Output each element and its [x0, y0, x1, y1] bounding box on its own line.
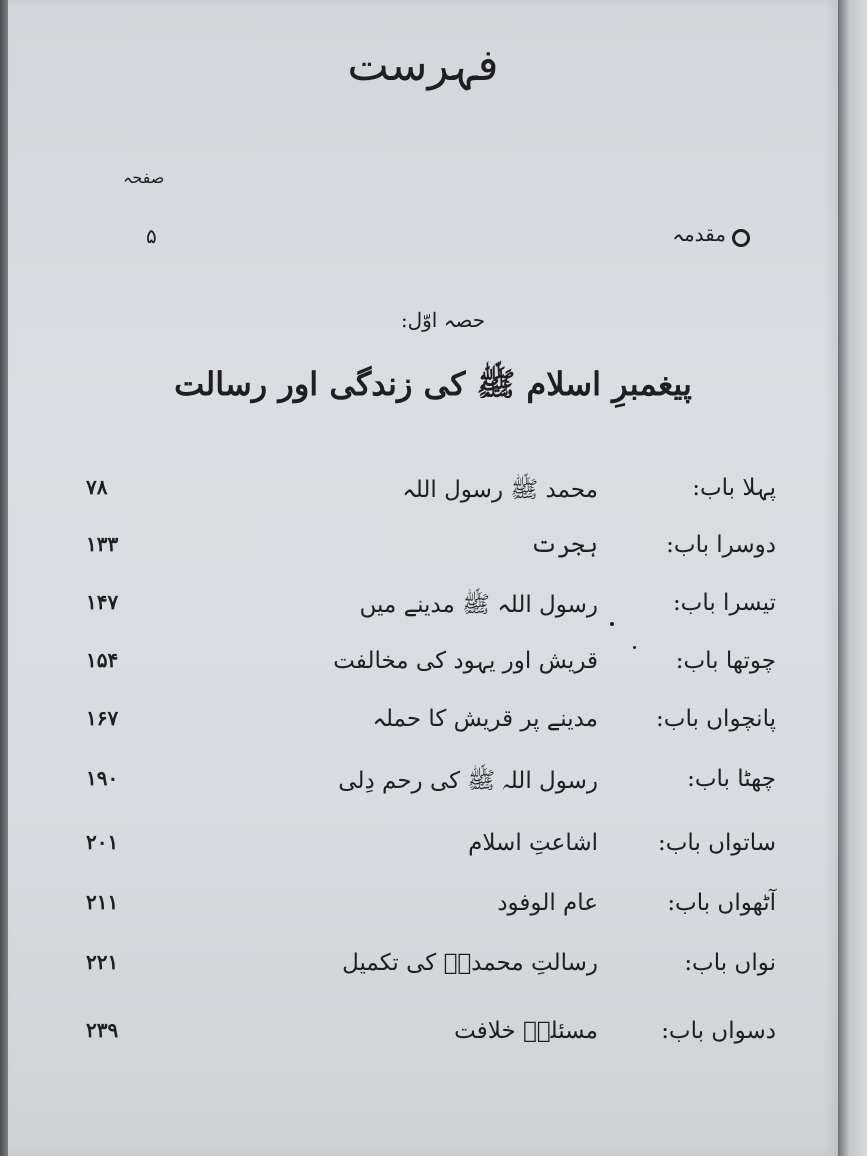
chapter-page-number: ۱۳۳ [86, 532, 119, 556]
toc-row [8, 950, 838, 998]
chapter-title: مسئلہٗ خلافت [454, 1018, 598, 1044]
chapter-page-number: ۲۲۱ [86, 950, 119, 974]
book-page [8, 0, 838, 1156]
toc-row [8, 648, 838, 696]
chapter-title: محمد ﷺ رسول اللہ [402, 477, 598, 503]
toc-row [8, 475, 838, 523]
ink-speck [610, 622, 614, 626]
chapter-title: عام الوفود [497, 890, 598, 916]
toc-row [8, 590, 838, 638]
chapter-label: نواں باب: [684, 950, 776, 976]
chapter-label: ساتواں باب: [658, 830, 776, 856]
chapter-page-number: ۱۶۷ [86, 706, 119, 730]
chapter-label: پانچواں باب: [656, 706, 776, 732]
chapter-title: رسول اللہ ﷺ کی رحم دِلی [338, 768, 598, 794]
intro-page-number: ۵ [146, 224, 157, 248]
chapter-page-number: ۲۱۱ [86, 890, 119, 914]
table-of-contents [8, 0, 838, 1156]
part-title: پیغمبرِ اسلام ﷺ کی زندگی اور رسالت [174, 365, 692, 403]
toc-row [8, 890, 838, 938]
chapter-label: چھٹا باب: [687, 766, 776, 792]
chapter-page-number: ۱۴۷ [86, 590, 119, 614]
page-column-label: صفحہ [123, 168, 165, 187]
toc-row [8, 766, 838, 814]
toc-row [8, 1018, 838, 1066]
chapter-label: آٹھواں باب: [667, 890, 776, 916]
chapter-page-number: ۲۰۱ [86, 830, 119, 854]
chapter-page-number: ۱۵۴ [86, 648, 119, 672]
page-title: فہرست [347, 40, 499, 91]
chapter-title: ہجرت [530, 532, 598, 558]
chapter-title: قریش اور یہود کی مخالفت [333, 648, 598, 674]
adjacent-page-edge [838, 0, 867, 1156]
chapter-label: دوسرا باب: [666, 532, 776, 558]
chapter-label: دسواں باب: [661, 1018, 776, 1044]
toc-row [8, 532, 838, 580]
chapter-title: مدینے پر قریش کا حملہ [372, 706, 598, 732]
chapter-title: اشاعتِ اسلام [468, 830, 598, 856]
chapter-page-number: ۷۸ [86, 475, 108, 499]
part-label: حصہ اوّل: [400, 308, 486, 332]
ink-speck [633, 646, 636, 649]
chapter-label: چوتھا باب: [675, 648, 776, 674]
chapter-page-number: ۲۳۹ [86, 1018, 119, 1042]
chapter-title: رسالتِ محمدیؐ کی تکمیل [342, 950, 598, 976]
chapter-title: رسول اللہ ﷺ مدینے میں [359, 592, 598, 618]
intro-label: مقدمہ [672, 222, 726, 246]
toc-row [8, 830, 838, 878]
chapter-page-number: ۱۹۰ [86, 766, 119, 790]
chapter-label: تیسرا باب: [672, 590, 776, 616]
toc-row [8, 706, 838, 754]
chapter-label: پہلا باب: [692, 475, 776, 501]
